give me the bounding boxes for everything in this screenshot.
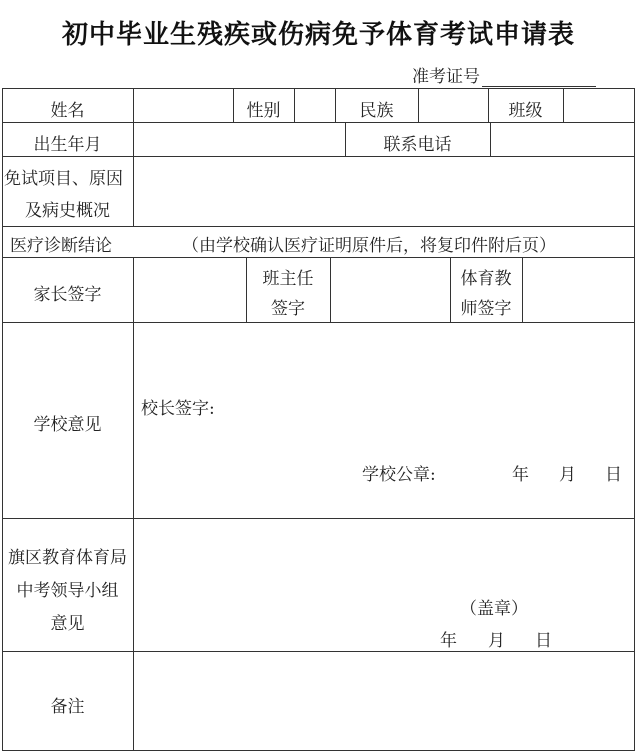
- pe-teacher-label-line2: 师签字: [460, 299, 512, 319]
- school-opinion-label: 学校意见: [33, 415, 102, 435]
- parent-sign-field[interactable]: [136, 260, 244, 320]
- gender-label: 性别: [246, 101, 281, 121]
- class-field[interactable]: [566, 92, 632, 118]
- bureau-label-line3: 意见: [50, 614, 85, 634]
- principal-sign-label: 校长签字:: [141, 399, 215, 419]
- class-teacher-sign-field[interactable]: [333, 260, 448, 320]
- class-teacher-label-line2: 签字: [271, 299, 305, 319]
- bureau-label-line2: 中考领导小组: [16, 581, 119, 601]
- parent-sign-label: 家长签字: [33, 285, 102, 305]
- class-teacher-label-line1: 班主任: [262, 269, 314, 289]
- bureau-date-day: 日: [535, 631, 552, 651]
- phone-label: 联系电话: [383, 135, 452, 155]
- exemption-label-line1: 免试项目、原因: [4, 169, 123, 189]
- ethnicity-label: 民族: [359, 101, 394, 121]
- name-label: 姓名: [50, 101, 85, 121]
- diagnosis-note: （由学校确认医疗证明原件后，将复印件附后页）: [182, 236, 556, 256]
- exemption-field[interactable]: [136, 160, 632, 222]
- bureau-stamp: （盖章）: [460, 599, 528, 619]
- remarks-field[interactable]: [136, 655, 632, 747]
- bureau-date-month: 月: [488, 631, 505, 651]
- diagnosis-label: 医疗诊断结论: [10, 236, 112, 256]
- school-date-day: 日: [605, 465, 622, 485]
- form-title: 初中毕业生残疾或伤病免予体育考试申请表: [61, 20, 575, 50]
- birth-label: 出生年月: [33, 135, 102, 155]
- birth-field[interactable]: [136, 126, 342, 152]
- pe-teacher-sign-field[interactable]: [525, 260, 632, 320]
- gender-field[interactable]: [297, 92, 333, 118]
- name-field[interactable]: [140, 92, 230, 118]
- ethnicity-field[interactable]: [421, 92, 485, 118]
- bureau-date-year: 年: [440, 631, 457, 651]
- school-date-month: 月: [559, 465, 576, 485]
- school-seal-label: 学校公章:: [362, 465, 436, 485]
- phone-field[interactable]: [493, 126, 632, 152]
- bureau-label-line1: 旗区教育体育局: [8, 548, 127, 568]
- exemption-label-line2: 及病史概况: [25, 201, 110, 221]
- exam-number-label: 准考证号: [412, 67, 480, 87]
- school-date-year: 年: [512, 465, 529, 485]
- remarks-label: 备注: [50, 697, 85, 717]
- class-label: 班级: [508, 101, 543, 121]
- pe-teacher-label-line1: 体育教: [460, 269, 512, 289]
